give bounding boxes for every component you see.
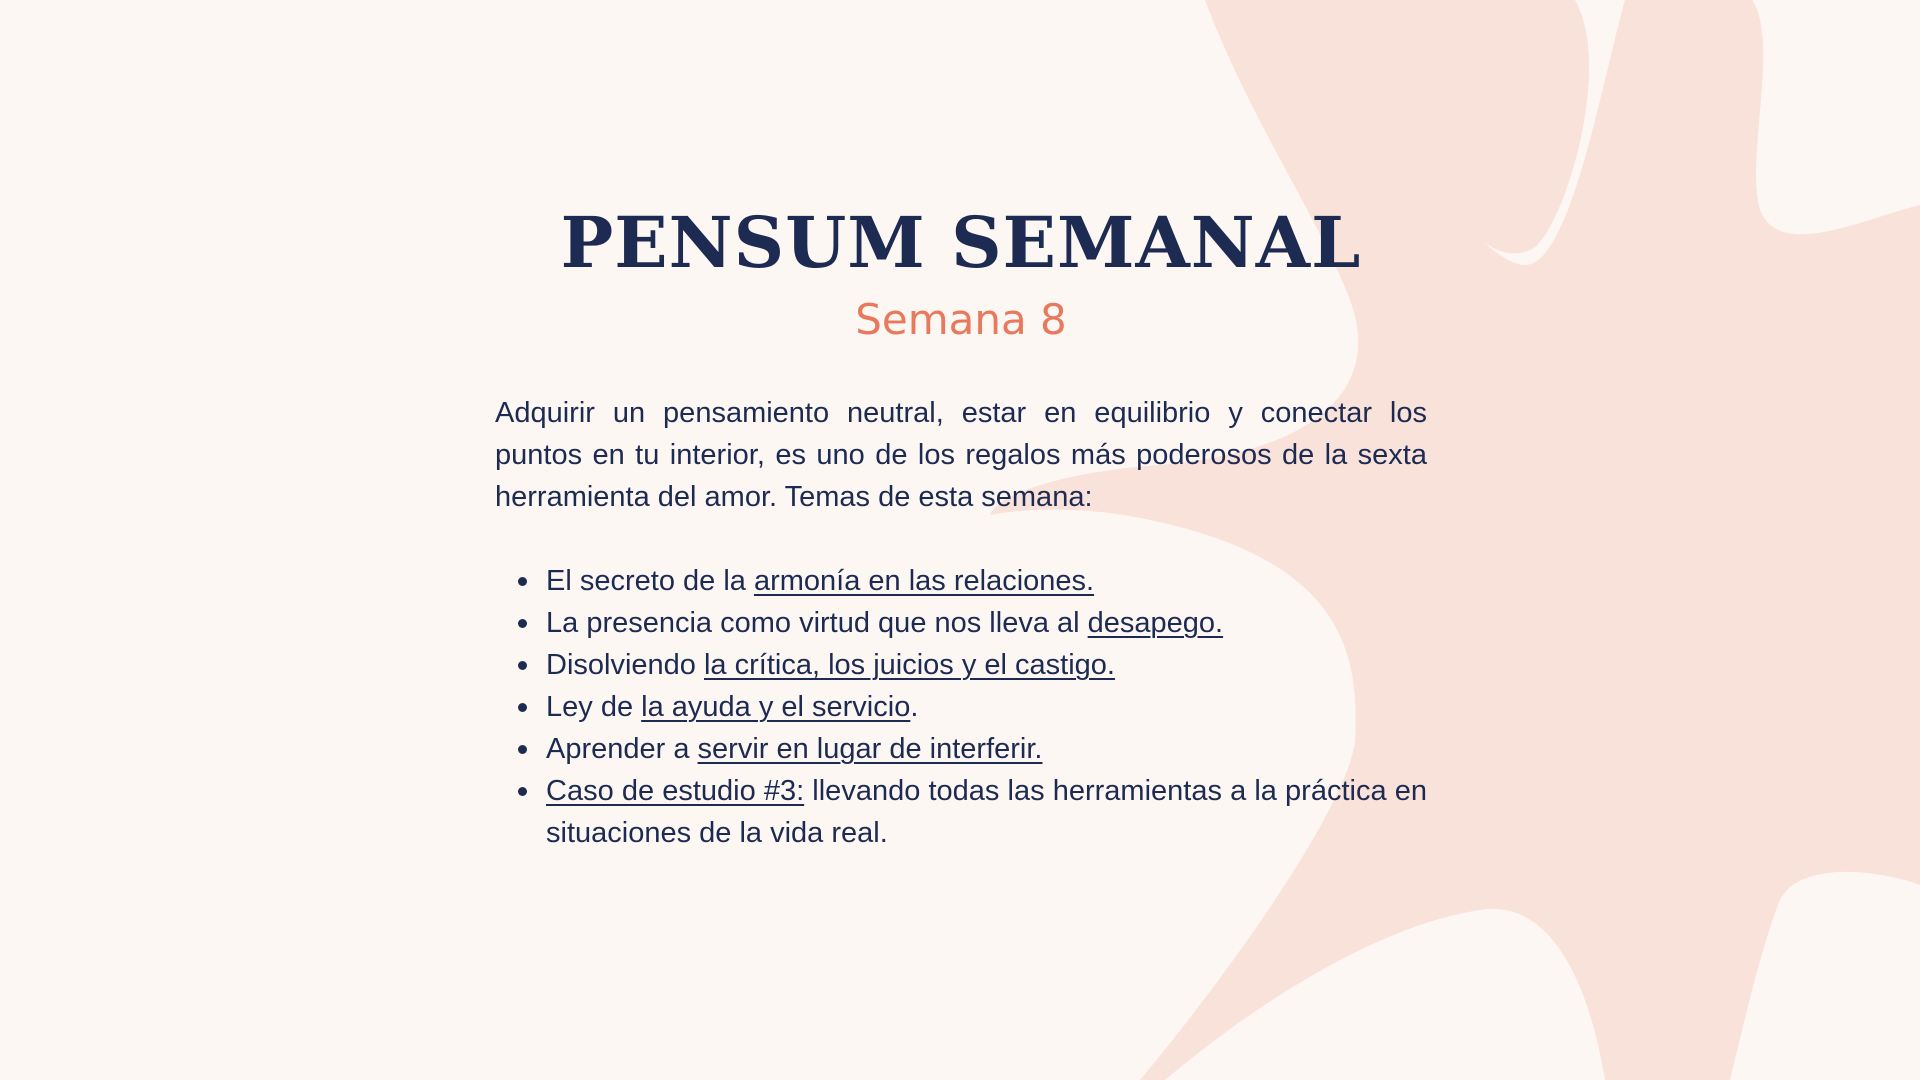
bullet-icon (518, 619, 527, 628)
topic-text-end: . (910, 691, 919, 723)
week-subtitle: Semana 8 (855, 295, 1067, 344)
bullet-icon (518, 787, 527, 796)
topic-link[interactable]: la crítica, los juicios y el castigo. (703, 649, 1115, 681)
topic-text: Aprender a (546, 733, 698, 765)
topic-link[interactable]: la ayuda y el servicio (641, 691, 911, 723)
page-title: PENSUM SEMANAL (560, 201, 1362, 284)
topic-link[interactable]: armonía en las relaciones. (753, 565, 1095, 597)
topic-text: La presencia como virtud que nos lleva al (546, 607, 1088, 639)
topic-item (495, 602, 1427, 644)
topic-text: Disolviendo (546, 649, 704, 681)
topic-item (495, 728, 1427, 770)
topic-text: El secreto de la (546, 565, 754, 597)
topics-list (495, 560, 1427, 854)
topic-text: Ley de (546, 691, 642, 723)
topic-item (495, 560, 1427, 602)
topic-link[interactable]: Caso de estudio #3: (546, 775, 805, 807)
topic-item (495, 770, 1427, 854)
bullet-icon (518, 661, 527, 670)
topic-item (495, 686, 1427, 728)
intro-paragraph: Adquirir un pensamiento neutral, estar en equilibrio y conectar los puntos en tu interior, es uno de los regalos más poderosos de la sexta herramienta del amor. Temas de esta semana: (495, 397, 1427, 513)
topic-item (495, 644, 1427, 686)
bullet-icon (518, 577, 527, 586)
topic-link[interactable]: desapego. (1087, 607, 1224, 639)
content-block (495, 195, 1427, 854)
bullet-icon (518, 703, 527, 712)
topic-link[interactable]: servir en lugar de interferir. (697, 733, 1043, 765)
topic-text-end: llevando todas las herramientas a la práctica en situaciones de la vida real. (546, 775, 1427, 849)
bullet-icon (518, 745, 527, 754)
